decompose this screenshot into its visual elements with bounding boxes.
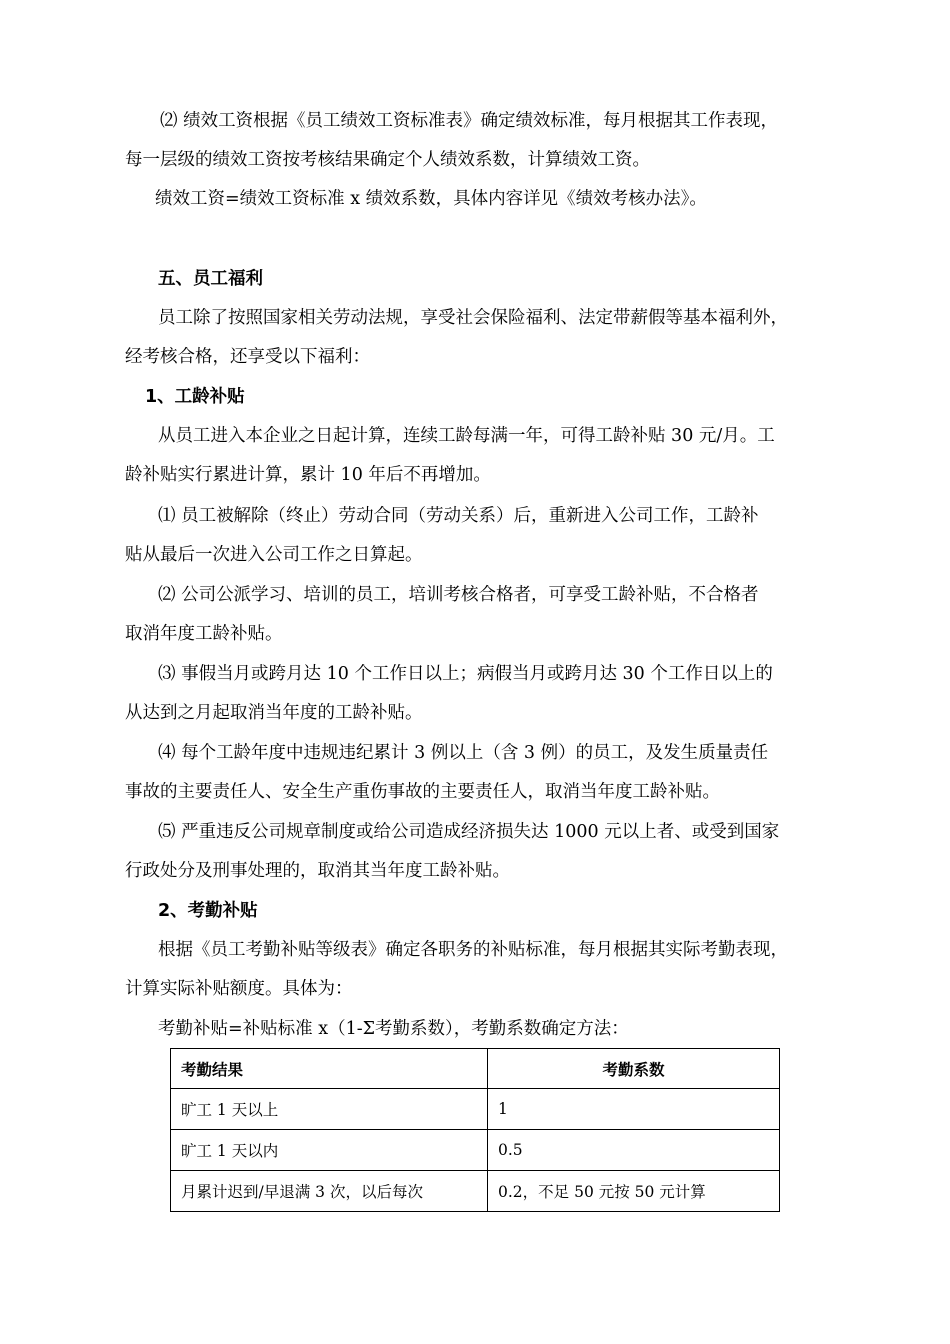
attendance-title: 2、考勤补贴: [158, 901, 258, 921]
attendance-p-line2: 计算实际补贴额度。具体为：: [125, 979, 353, 999]
seniority-item3-line2: 从达到之月起取消当年度的工龄补贴。: [125, 703, 423, 723]
table-cell-coefficient: 1: [488, 1089, 780, 1130]
seniority-item2-line1: ⑵ 公司公派学习、培训的员工，培训考核合格者，可享受工龄补贴，不合格者: [158, 585, 759, 605]
table-cell-result: 旷工 1 天以上: [171, 1089, 488, 1130]
section5-title: 五、员工福利: [158, 269, 263, 289]
table-row: [171, 1130, 780, 1171]
para1-line3: 绩效工资=绩效工资标准 x 绩效系数，具体内容详见《绩效考核办法》。: [155, 189, 707, 209]
attendance-coefficient-table: [170, 1048, 780, 1212]
seniority-item5-line1: ⑸ 严重违反公司规章制度或给公司造成经济损失达 1000 元以上者、或受到国家: [158, 822, 780, 842]
table-header-result: 考勤结果: [171, 1049, 488, 1089]
table-row: [171, 1171, 780, 1212]
seniority-p-line1: 从员工进入本企业之日起计算，连续工龄每满一年，可得工龄补贴 30 元/月。工: [158, 426, 775, 446]
table-header-coefficient: 考勤系数: [488, 1049, 780, 1089]
seniority-title: 1、工龄补贴: [145, 387, 245, 407]
seniority-item5-line2: 行政处分及刑事处理的，取消其当年度工龄补贴。: [125, 861, 510, 881]
seniority-item1-line1: ⑴ 员工被解除（终止）劳动合同（劳动关系）后，重新进入公司工作，工龄补: [158, 506, 759, 526]
section5-intro-line1: 员工除了按照国家相关劳动法规，享受社会保险福利、法定带薪假等基本福利外，: [158, 308, 788, 328]
table-cell-coefficient: 0.2，不足 50 元按 50 元计算: [488, 1171, 780, 1212]
seniority-item2-line2: 取消年度工龄补贴。: [125, 624, 283, 644]
para1-line1: ⑵ 绩效工资根据《员工绩效工资标准表》确定绩效标准，每月根据其工作表现，: [160, 111, 779, 131]
table-cell-coefficient: 0.5: [488, 1130, 780, 1171]
seniority-item4-line1: ⑷ 每个工龄年度中违规违纪累计 3 例以上（含 3 例）的员工，及发生质量责任: [158, 743, 769, 763]
attendance-p-line1: 根据《员工考勤补贴等级表》确定各职务的补贴标准，每月根据其实际考勤表现，: [158, 940, 788, 960]
table-cell-result: 月累计迟到/早退满 3 次，以后每次: [171, 1171, 488, 1212]
seniority-p-line2: 龄补贴实行累进计算，累计 10 年后不再增加。: [125, 465, 491, 485]
para1-line2: 每一层级的绩效工资按考核结果确定个人绩效系数，计算绩效工资。: [125, 150, 650, 170]
seniority-item1-line2: 贴从最后一次进入公司工作之日算起。: [125, 545, 423, 565]
table-header-row: [171, 1049, 780, 1089]
seniority-item4-line2: 事故的主要责任人、安全生产重伤事故的主要责任人，取消当年度工龄补贴。: [125, 782, 720, 802]
section5-intro-line2: 经考核合格，还享受以下福利：: [125, 347, 370, 367]
attendance-formula: 考勤补贴=补贴标准 x（1-Σ考勤系数），考勤系数确定方法：: [158, 1019, 629, 1039]
table-row: [171, 1089, 780, 1130]
seniority-item3-line1: ⑶ 事假当月或跨月达 10 个工作日以上；病假当月或跨月达 30 个工作日以上的: [158, 664, 773, 684]
table-cell-result: 旷工 1 天以内: [171, 1130, 488, 1171]
